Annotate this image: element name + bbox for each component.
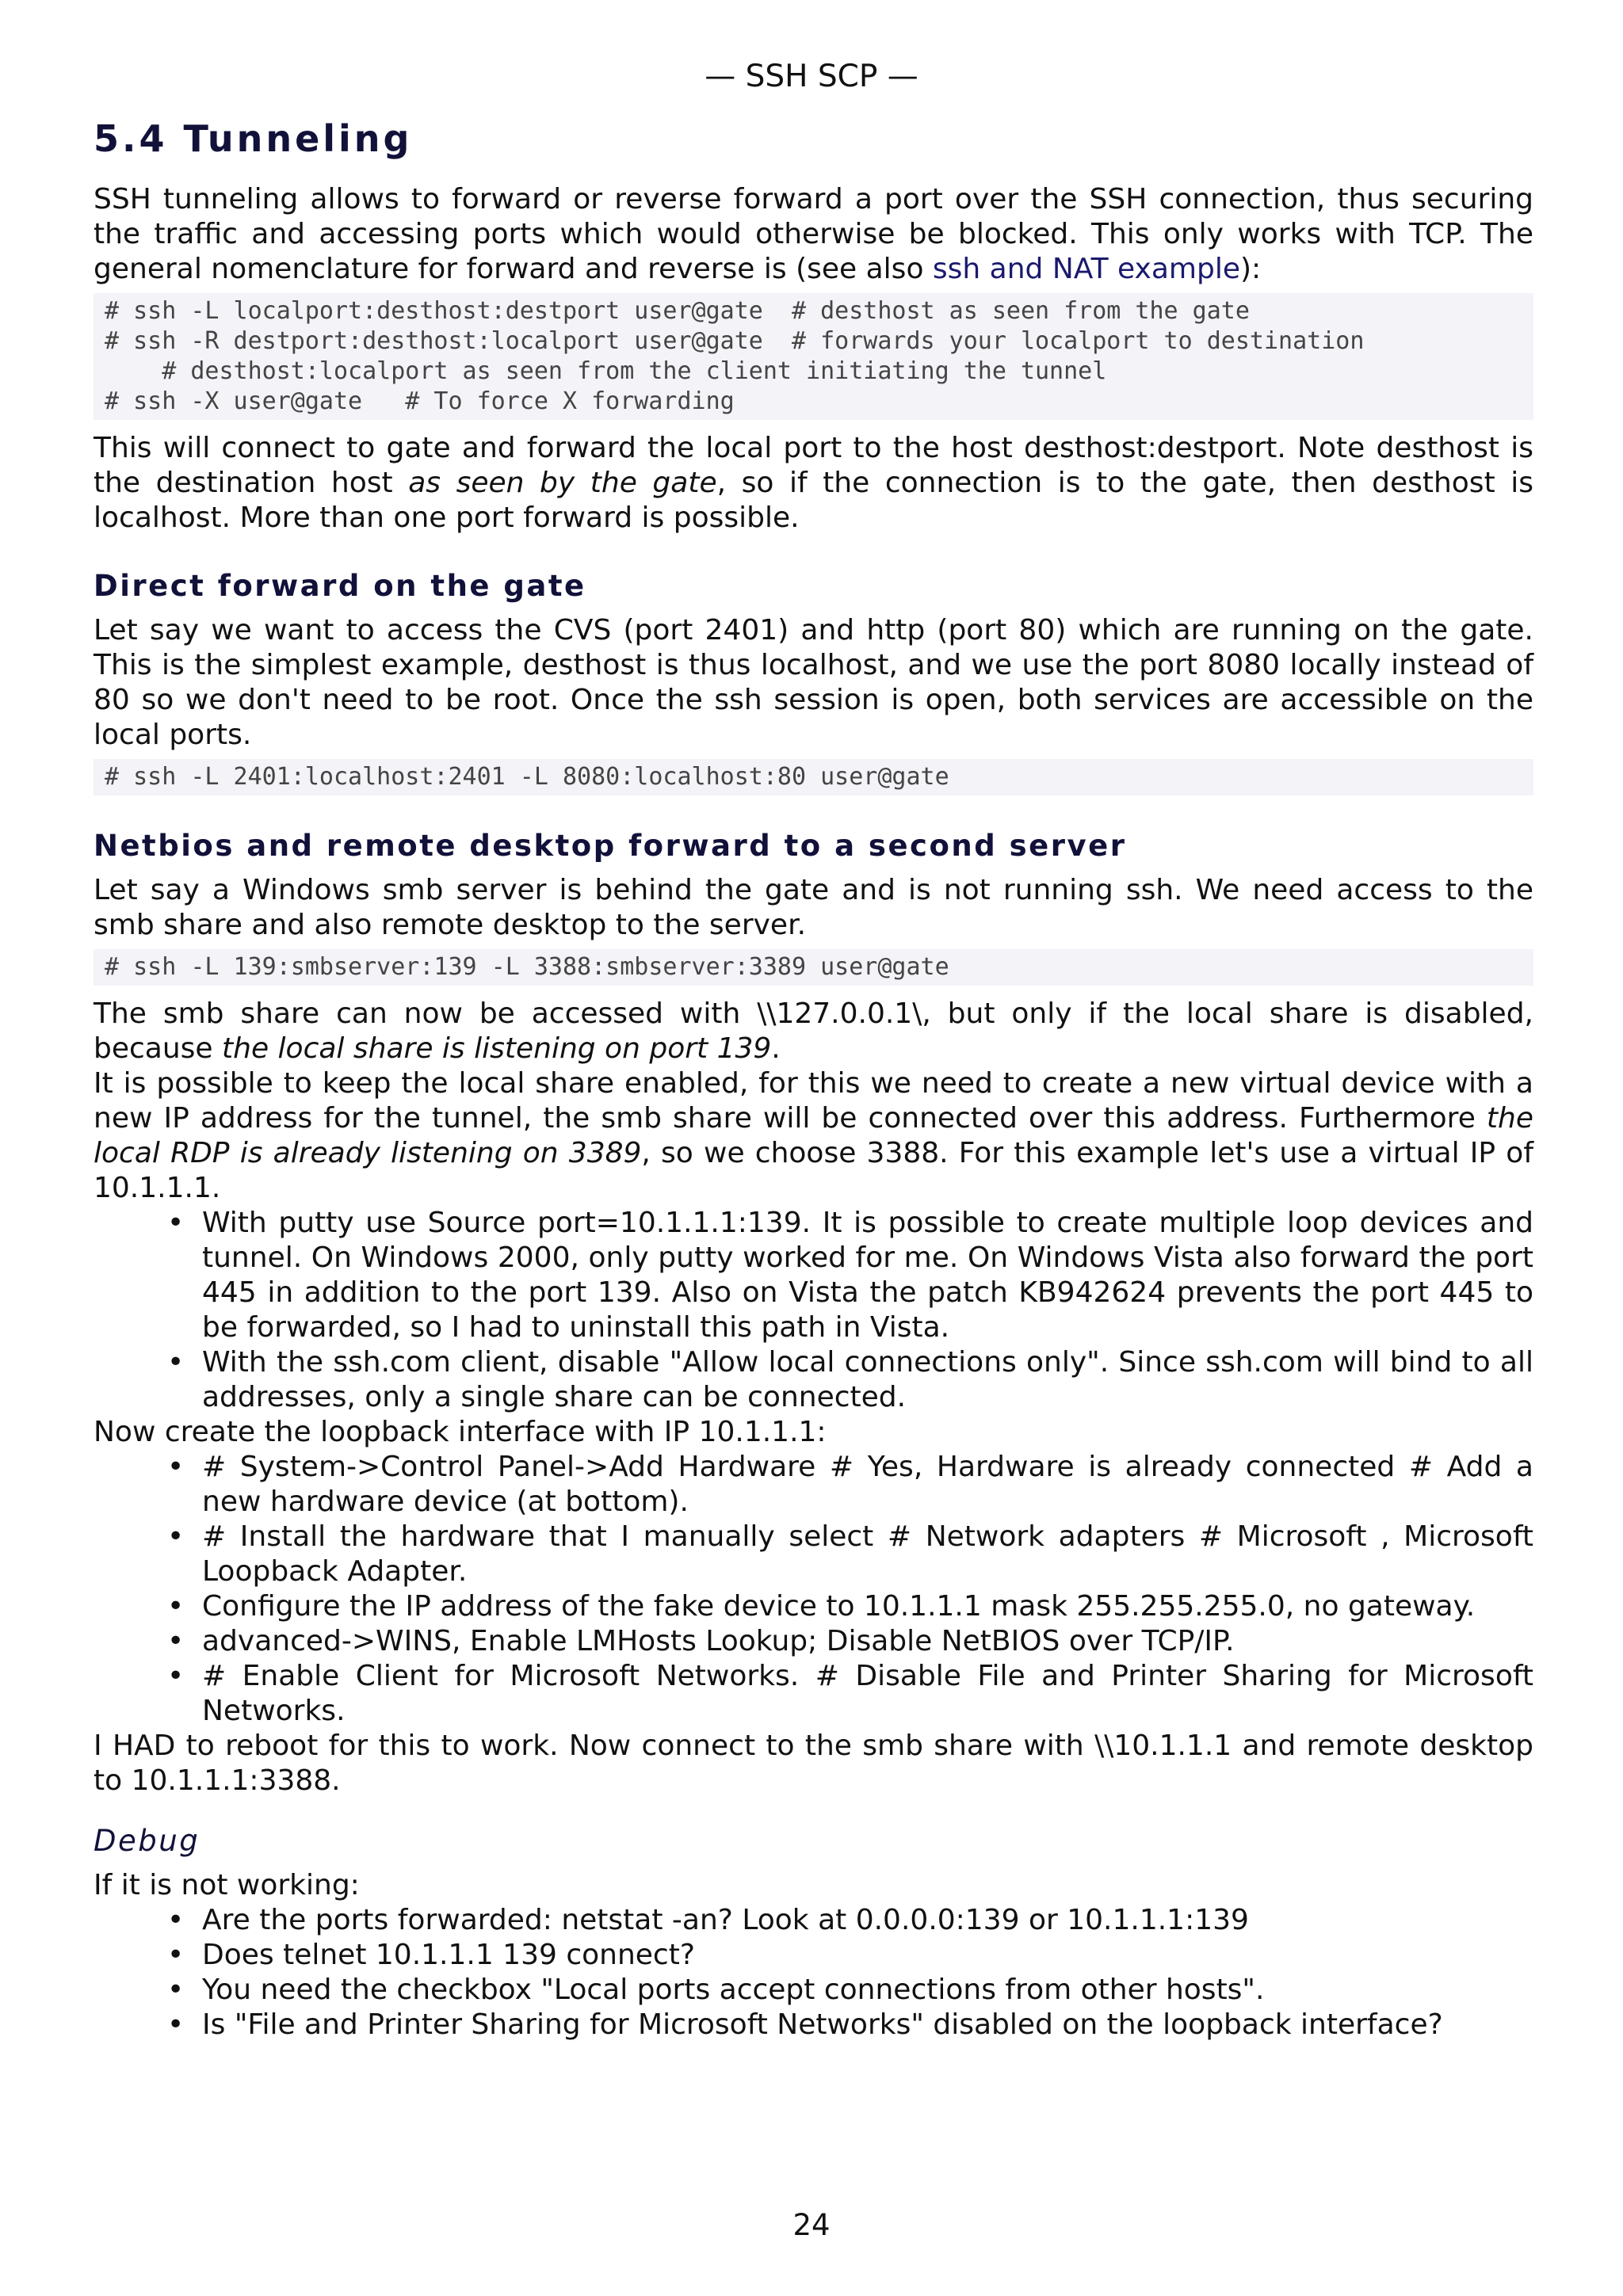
smb-text-a: The smb share can now be accessed with \\127.0.0.1\, but only if the local share is disabled, because <box>94 997 1533 1065</box>
client-bullet-list <box>94 1206 1533 1415</box>
list-item: • # System->Control Panel->Add Hardware # Yes, Hardware is already connected # Add a new hardware device (at bottom). <box>202 1450 1533 1520</box>
list-item: • With putty use Source port=10.1.1.1:139. It is possible to create multiple loop devices and tunnel. On Windows 2000, only putty worked for me. On Windows Vista also forward the port 445 in addition to the port 139. Also on Vista the patch KB942624 prevents the port 445 to be forwarded, so I had to uninstall this path in Vista. <box>202 1206 1533 1345</box>
netbios-paragraph: Let say a Windows smb server is behind the gate and is not running ssh. We need access to the smb share and also remote desktop to the server. <box>94 874 1533 941</box>
debug-intro: If it is not working: <box>94 1869 360 1901</box>
forward-explanation-paragraph <box>94 431 1533 536</box>
netbios-code <box>94 949 1533 986</box>
tunnel-syntax-code-block <box>94 293 1533 420</box>
virtual-device-paragraph <box>94 1066 1533 1206</box>
direct-forward-paragraph: Let say we want to access the CVS (port 2401) and http (port 80) which are running on the gate. This is the simplest example, desthost is thus localhost, and we use the port 8080 locally instead of 80 so we don't need to be root. Once the ssh session is open, both services are accessible on the local ports. <box>94 614 1533 751</box>
smb-text-b: . <box>771 1032 781 1065</box>
smb-emphasis: the local share is listening on port 139 <box>222 1032 772 1065</box>
forward-text-a: This will connect to gate and forward the local port to the host desthost:destport. Note desthost is the destination host <box>94 432 1533 499</box>
loopback-bullet-list <box>94 1450 1533 1729</box>
list-item: • # Install the hardware that I manually select # Network adapters # Microsoft , Microsoft Loopback Adapter. <box>202 1520 1533 1589</box>
code-line: # ssh -L 139:smbserver:139 -L 3388:smbserver:3389 user@gate <box>105 953 949 981</box>
list-item: • Are the ports forwarded: netstat -an? Look at 0.0.0.0:139 or 10.1.1.1:139 <box>202 1903 1533 1938</box>
virtual-text-a: It is possible to keep the local share enabled, for this we need to create a new virtual device with a new IP address for the tunnel, the smb share will be connected over this address. Furthermore <box>94 1067 1533 1135</box>
debug-bullet-list <box>94 1903 1533 2042</box>
direct-forward-heading: Direct forward on the gate <box>94 569 586 603</box>
intro-paragraph <box>94 182 1533 287</box>
page-content <box>94 111 1533 2042</box>
netbios-heading: Netbios and remote desktop forward to a second server <box>94 829 1127 863</box>
list-item: • With the ssh.com client, disable "Allow local connections only". Since ssh.com will bind to all addresses, only a single share can be connected. <box>202 1345 1533 1415</box>
section-title: 5.4 Tunneling <box>94 117 413 160</box>
reboot-paragraph: I HAD to reboot for this to work. Now connect to the smb share with \\10.1.1.1 and remote desktop to 10.1.1.1:3388. <box>94 1730 1533 1797</box>
forward-emphasis: as seen by the gate <box>408 467 717 499</box>
code-line: # desthost:localport as seen from the client initiating the tunnel <box>105 357 1107 385</box>
smb-share-paragraph <box>94 997 1533 1066</box>
code-line: # ssh -L 2401:localhost:2401 -L 8080:localhost:80 user@gate <box>105 763 949 791</box>
code-line: # ssh -L localport:desthost:destport user@gate # desthost as seen from the gate <box>105 297 1250 325</box>
list-item: • You need the checkbox "Local ports accept connections from other hosts". <box>202 1973 1533 2008</box>
list-item: • Is "File and Printer Sharing for Microsoft Networks" disabled on the loopback interface? <box>202 2008 1533 2042</box>
page-number: 24 <box>792 2208 831 2242</box>
ssh-nat-example-link[interactable]: ssh and NAT example <box>932 253 1240 285</box>
intro-text-b: ): <box>1240 253 1262 285</box>
list-item: • advanced->WINS, Enable LMHosts Lookup; Disable NetBIOS over TCP/IP. <box>202 1624 1533 1659</box>
list-item: • Configure the IP address of the fake device to 10.1.1.1 mask 255.255.255.0, no gateway. <box>202 1589 1533 1624</box>
list-item: • # Enable Client for Microsoft Networks. # Disable File and Printer Sharing for Microsoft Networks. <box>202 1659 1533 1729</box>
rdp-emphasis: the local RDP is already listening on 3389 <box>94 1102 1533 1169</box>
virtual-text-b: , so we choose 3388. For this example let's use a virtual IP of 10.1.1.1. <box>94 1137 1533 1204</box>
debug-heading: Debug <box>94 1824 200 1858</box>
direct-forward-code <box>94 759 1533 795</box>
code-line: # ssh -R destport:desthost:localport user@gate # forwards your localport to destination <box>105 327 1365 355</box>
list-item: • Does telnet 10.1.1.1 139 connect? <box>202 1938 1533 1973</box>
intro-text-a: SSH tunneling allows to forward or reverse forward a port over the SSH connection, thus securing the traffic and accessing ports which would otherwise be blocked. This only works with TCP. The general nomenclature for forward and reverse is (see also <box>94 183 1533 285</box>
forward-text-b: , so if the connection is to the gate, then desthost is localhost. More than one port forward is possible. <box>94 467 1534 534</box>
running-header: — SSH SCP — <box>705 59 918 94</box>
loopback-intro-paragraph: Now create the loopback interface with IP 10.1.1.1: <box>94 1416 827 1448</box>
code-line: # ssh -X user@gate # To force X forwarding <box>105 387 735 415</box>
